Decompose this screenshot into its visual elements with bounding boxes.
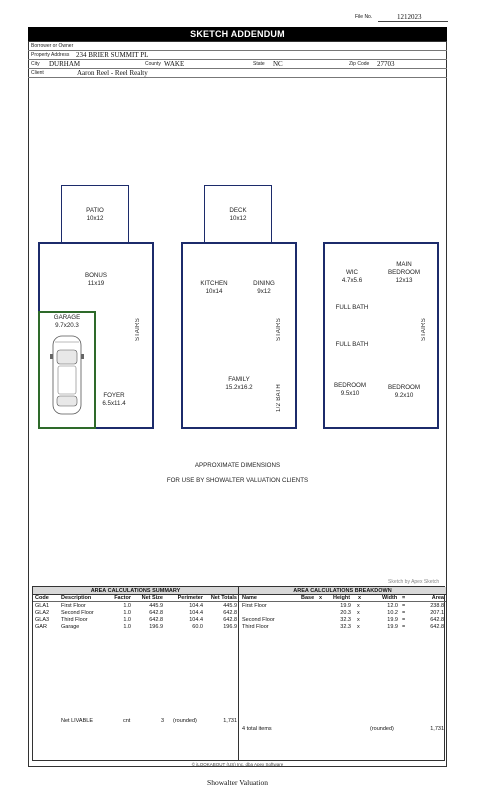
area-breakdown-footer: 4 total items (rounded) 1,731 bbox=[242, 726, 444, 732]
property-value: 234 BRIER SUMMIT PL bbox=[76, 50, 149, 59]
state-label: State bbox=[253, 61, 265, 67]
deck-label: DECK 10x12 bbox=[229, 207, 247, 222]
note-approx-dimensions: APPROXIMATE DIMENSIONS bbox=[194, 462, 281, 469]
wic-label: WIC 4.7x5.6 bbox=[341, 269, 363, 284]
area-breakdown-header: Name Base x Height x Width = Area bbox=[239, 595, 446, 602]
half-bath-label: 1/2 BATH bbox=[276, 384, 282, 412]
copyright-notice: © iLOOKABOUT (US) Inc. dba Apex Software bbox=[191, 762, 284, 767]
dining-label: DINING 9x12 bbox=[253, 280, 275, 295]
page-title: SKETCH ADDENDUM bbox=[28, 27, 447, 41]
state-value: NC bbox=[273, 59, 283, 68]
file-no-value: 1212023 bbox=[397, 13, 422, 21]
borrower-row bbox=[28, 42, 447, 51]
county-value: WAKE bbox=[164, 59, 185, 68]
garage-label: GARAGE 9.7x20.3 bbox=[53, 314, 81, 329]
kitchen-label: KITCHEN 10x14 bbox=[200, 280, 228, 295]
family-label: FAMILY 15.2x16.2 bbox=[225, 376, 253, 391]
stairs-label-2: STAIRS bbox=[276, 318, 282, 342]
bedroom-label-b: BEDROOM 9.2x10 bbox=[388, 384, 420, 399]
city-row bbox=[28, 60, 447, 69]
note-client-use: FOR USE BY SHOWALTER VALUATION CLIENTS bbox=[166, 477, 309, 484]
city-label: City bbox=[31, 61, 40, 67]
area-summary-header: Code Description Factor Net Size Perimeter Net Totals bbox=[35, 595, 237, 601]
zip-label: Zip Code bbox=[349, 61, 370, 67]
area-calculations-box bbox=[32, 586, 445, 761]
area-breakdown-rows bbox=[239, 603, 446, 631]
table-row: Second Floor 32.3 x 19.9 = 642.8 bbox=[242, 617, 444, 623]
client-label: Client bbox=[31, 70, 44, 76]
client-value: Aaron Reel - Reel Realty bbox=[77, 68, 148, 77]
company-name: Showalter Valuation bbox=[207, 778, 268, 787]
area-summary-panel bbox=[33, 587, 239, 760]
car-icon bbox=[50, 334, 84, 416]
sketch-by-credit: Sketch by Apex Sketch bbox=[388, 579, 440, 585]
property-label: Property Address bbox=[31, 52, 70, 58]
foyer-label: FOYER 6.5x11.4 bbox=[102, 392, 126, 407]
table-row: GAR Garage 1.0 196.9 60.0 196.9 bbox=[35, 624, 237, 630]
main-bedroom-label: MAIN BEDROOM 12x13 bbox=[388, 261, 420, 284]
full-bath-label-1: FULL BATH bbox=[335, 304, 369, 311]
zip-value: 27703 bbox=[377, 59, 395, 68]
table-row: First Floor 19.9 x 12.0 = 238.8 bbox=[242, 603, 444, 609]
client-row bbox=[28, 69, 447, 78]
area-summary-footer: Net LIVABLE cnt 3 (rounded) 1,731 bbox=[61, 718, 237, 724]
area-breakdown-panel bbox=[239, 587, 446, 760]
full-bath-label-2: FULL BATH bbox=[335, 341, 369, 348]
area-breakdown-title: AREA CALCULATIONS BREAKDOWN bbox=[239, 587, 446, 595]
table-row: GLA1 First Floor 1.0 445.9 104.4 445.9 bbox=[35, 603, 237, 609]
stairs-label-3: STAIRS bbox=[421, 318, 427, 342]
table-row: GLA2 Second Floor 1.0 642.8 104.4 642.8 bbox=[35, 610, 237, 616]
city-value: DURHAM bbox=[49, 59, 81, 68]
stairs-label-1: STAIRS bbox=[135, 318, 141, 342]
borrower-label: Borrower or Owner bbox=[31, 43, 74, 49]
area-summary-title: AREA CALCULATIONS SUMMARY bbox=[33, 587, 238, 595]
patio-label: PATIO 10x12 bbox=[86, 207, 104, 222]
county-label: County bbox=[145, 61, 161, 67]
file-no-underline bbox=[378, 21, 448, 22]
bedroom-label-a: BEDROOM 9.5x10 bbox=[334, 382, 366, 397]
table-row: 20.3 x 10.2 = 207.1 bbox=[340, 610, 444, 616]
bonus-label: BONUS 11x19 bbox=[84, 272, 107, 287]
area-summary-rows bbox=[33, 603, 238, 631]
table-row: Third Floor 32.3 x 19.9 = 642.8 bbox=[242, 624, 444, 630]
file-no-label: File No. bbox=[355, 14, 373, 20]
table-row: GLA3 Third Floor 1.0 642.8 104.4 642.8 bbox=[35, 617, 237, 623]
property-row bbox=[28, 51, 447, 60]
